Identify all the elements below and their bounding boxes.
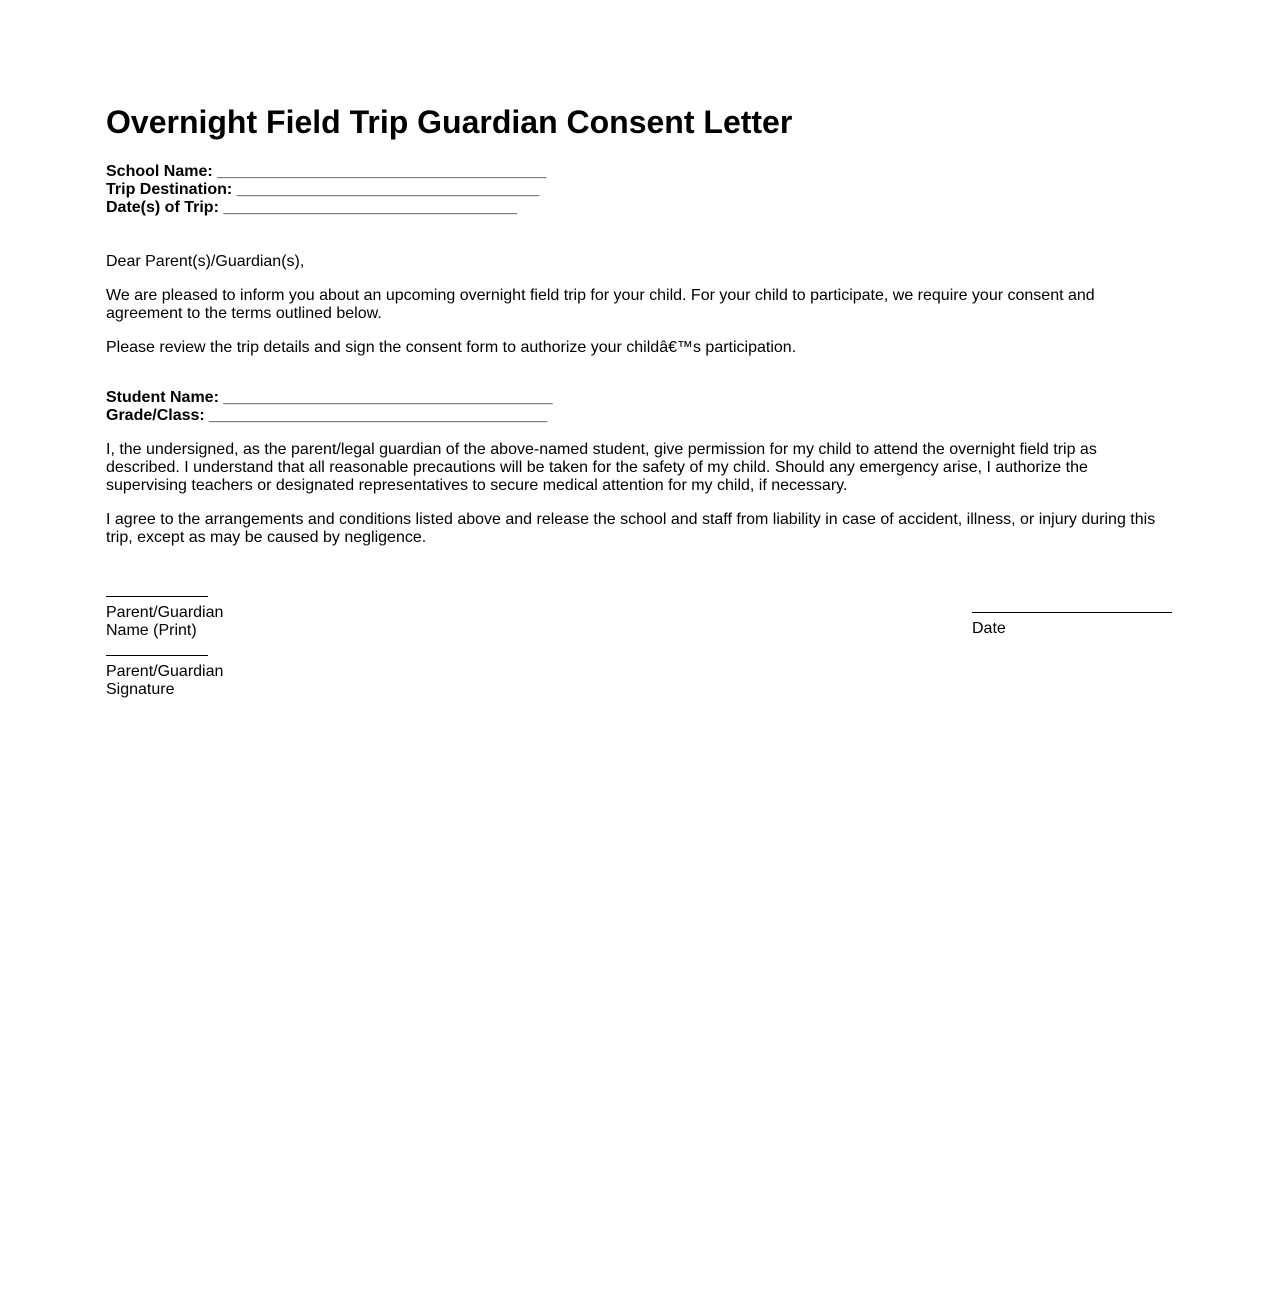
date-label: Date [972,620,1006,637]
trip-fields [106,163,546,217]
permission-paragraph: I, the undersigned, as the parent/legal guardian of the above-named student, give permission for my child to attend the overnight field trip as described. I understand that all reasonable precautions will be taken for the safety of my child. Should any emergency arise, I authorize the supervising teachers or designated representatives to secure medical attention for my child, if necessary. [106,441,1097,494]
trip-destination-field[interactable]: Trip Destination: __________________________________ [106,181,540,198]
student-fields [106,389,553,425]
grade-class-field[interactable]: Grade/Class: ______________________________________ [106,407,548,424]
school-name-field[interactable]: School Name: _____________________________________ [106,163,547,180]
agreement-paragraph: I agree to the arrangements and conditions listed above and release the school and staff from liability in case of accident, illness, or injury during this trip, except as may be caused by negligence. [106,511,1156,546]
intro-paragraph: We are pleased to inform you about an upcoming overnight field trip for your child. For your child to participate, we require your consent and agreement to the terms outlined below. [106,287,1095,322]
student-name-field[interactable]: Student Name: _____________________________________ [106,389,553,406]
signature-label: Parent/Guardian Signature [106,663,224,698]
review-paragraph: Please review the trip details and sign the consent form to authorize your childâ€™s participation. [106,339,797,356]
date-line[interactable] [972,612,1172,613]
page-title: Overnight Field Trip Guardian Consent Letter [106,104,793,140]
name-print-line[interactable] [106,596,208,597]
name-print-label: Parent/Guardian Name (Print) [106,604,224,639]
signature-line[interactable] [106,655,208,656]
trip-dates-field[interactable]: Date(s) of Trip: _________________________________ [106,199,517,216]
greeting: Dear Parent(s)/Guardian(s), [106,253,305,270]
